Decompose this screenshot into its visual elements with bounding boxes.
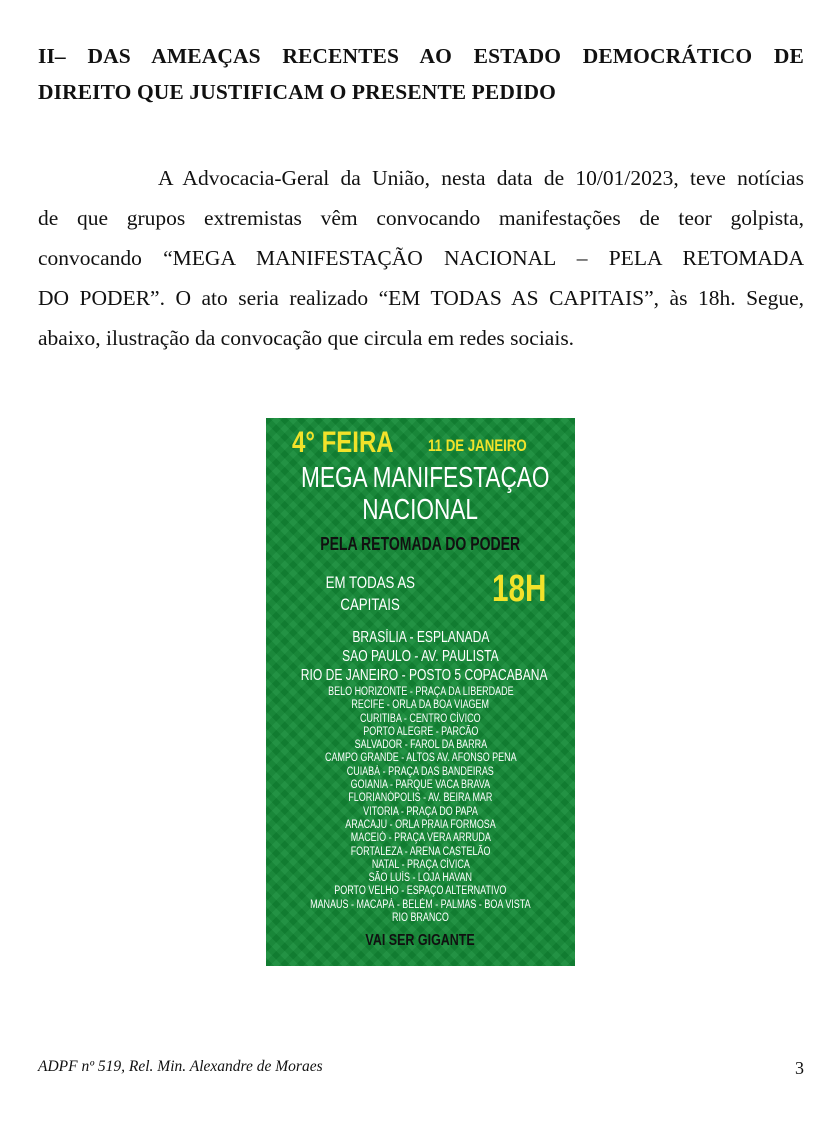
poster-location: CUIABÁ - PRAÇA DAS BANDEIRAS	[346, 765, 495, 778]
poster-time: 18H	[492, 568, 547, 610]
poster-locations-list	[266, 686, 575, 925]
poster-location: CURITIBA - CENTRO CÍVICO	[360, 712, 481, 725]
poster-location: PORTO VELHO - ESPAÇO ALTERNATIVO	[334, 885, 507, 898]
poster-where-line-2: CAPITAIS	[340, 595, 400, 614]
poster-subtitle	[266, 534, 575, 555]
poster-header-row	[266, 426, 575, 462]
poster-title-line-2: NACIONAL	[362, 494, 479, 526]
poster-location: RIO BRANCO	[392, 912, 449, 925]
poster-location: RECIFE - ORLA DA BOA VIAGEM	[351, 699, 490, 712]
body-paragraph	[38, 158, 804, 358]
poster-location: BELO HORIZONTE - PRAÇA DA LIBERDADE	[327, 686, 514, 698]
paragraph-line: A Advocacia-Geral da União, nesta data de 10/01/2023, teve notícias	[158, 166, 804, 190]
poster-footer	[266, 932, 575, 950]
poster-title	[266, 462, 575, 526]
poster-location: VITORIA - PRAÇA DO PAPA	[363, 805, 478, 818]
paragraph-line: abaixo, ilustração da convocação que circula em redes sociais.	[38, 326, 575, 350]
poster-date: 11 DE JANEIRO	[428, 436, 527, 455]
poster-location: MACEIÓ - PRAÇA VERA ARRUDA	[350, 832, 491, 845]
poster-location: CAMPO GRANDE - ALTOS AV. AFONSO PENA	[324, 752, 517, 765]
poster-footer-text: VAI SER GIGANTE	[365, 932, 476, 949]
poster-subtitle-text: PELA RETOMADA DO PODER	[320, 534, 521, 554]
poster-where-line-1: EM TODAS AS	[325, 573, 415, 592]
poster-main-location: BRASÍLIA - ESPLANADA	[351, 629, 490, 646]
poster-location: FLORIANÓPOLIS - AV. BEIRA MAR	[348, 792, 493, 805]
poster-main-locations	[266, 628, 575, 685]
poster-main-location: RIO DE JANEIRO - POSTO 5 COPACABANA	[300, 667, 548, 684]
poster-title-line-1: MEGA MANIFESTAÇAO	[301, 462, 550, 494]
poster-location: ARACAJU - ORLA PRAIA FORMOSA	[345, 818, 496, 831]
paragraph-line: de que grupos extremistas vêm convocando manifestações de teor golpista,	[38, 206, 804, 230]
section-heading	[38, 38, 804, 110]
section-heading-line-2: DIREITO QUE JUSTIFICAM O PRESENTE PEDIDO	[38, 80, 556, 104]
poster-day: 4° FEIRA	[292, 426, 394, 459]
paragraph-line: convocando “MEGA MANIFESTAÇÃO NACIONAL – PELA RETOMADA	[38, 246, 804, 270]
poster-location: NATAL - PRAÇA CÍVICA	[371, 858, 470, 871]
poster-main-location: SAO PAULO - AV. PAULISTA	[342, 648, 499, 665]
poster-location: GOIANIA - PARQUE VACA BRAVA	[350, 779, 491, 792]
poster-location: SALVADOR - FAROL DA BARRA	[354, 739, 487, 752]
poster-location: SÃO LUÍS - LOJA HAVAN	[368, 872, 473, 885]
poster-location: MANAUS - MACAPÁ - BELÉM - PALMAS - BOA VISTA	[310, 898, 531, 911]
section-heading-line-1: II– DAS AMEAÇAS RECENTES AO ESTADO DEMOCRÁTICO DE	[38, 44, 804, 68]
protest-poster-image	[266, 418, 575, 966]
paragraph-line: DO PODER”. O ato seria realizado “EM TODAS AS CAPITAIS”, às 18h. Segue,	[38, 286, 804, 310]
poster-location: PORTO ALEGRE - PARCÃO	[362, 725, 479, 738]
page-number: 3	[795, 1058, 804, 1078]
poster-location: FORTALEZA - ARENA CASTELÃO	[350, 845, 491, 858]
poster-where	[310, 572, 430, 616]
page-footer-citation: ADPF nº 519, Rel. Min. Alexandre de Moraes	[38, 1058, 323, 1075]
